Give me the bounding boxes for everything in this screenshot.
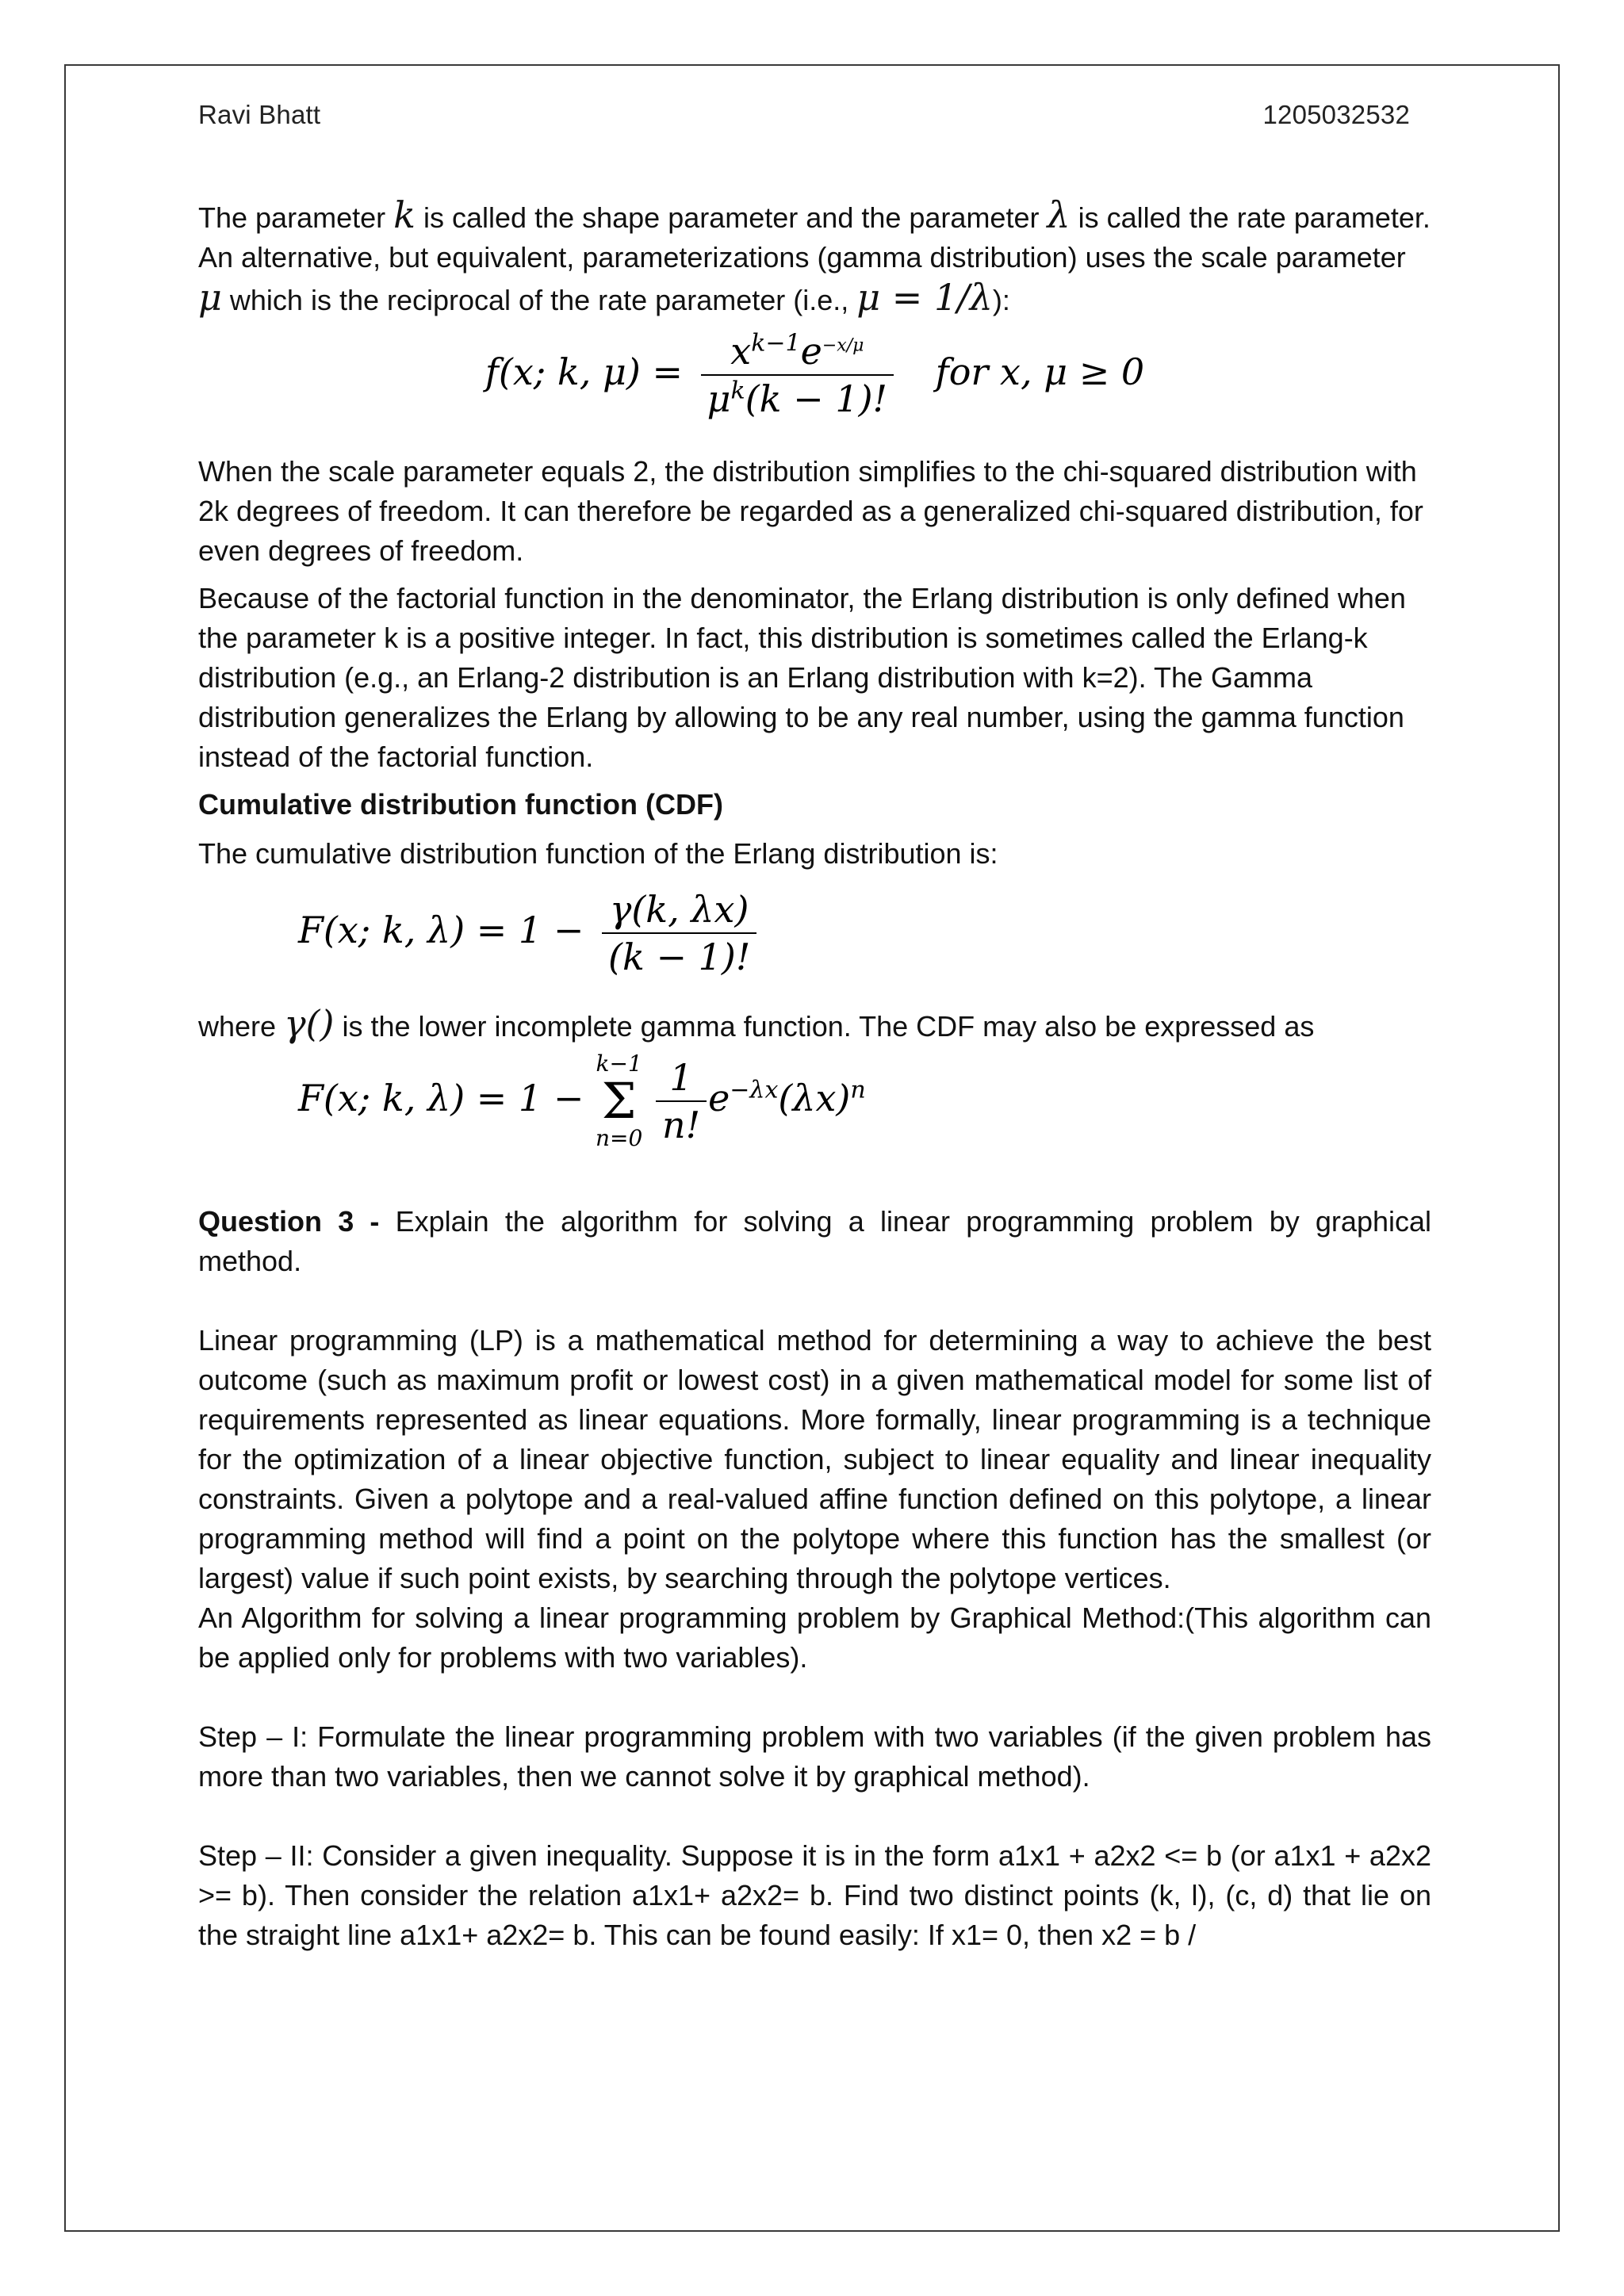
mu-equation: μ = 1/λ [856, 276, 993, 319]
pdf-fraction: $\frac{x^{k-1}e^{-x/\mu}}{\mu^k(k - 1)!}$ [701, 331, 894, 419]
intro-paragraph: The parameter k is called the shape parameter and the parameter λ is called the rate parameter. An alternative, but equivalent, parameterizations (gamma distribution) uses the scale parameter μ which is the reciprocal of the rate parameter (i.e., μ = 1/λ): [198, 193, 1431, 319]
where-paragraph: where γ() is the lower incomplete gamma function. The CDF may also be expressed as [198, 1002, 1315, 1045]
lp-paragraph: Linear programming (LP) is a mathematical method for determining a way to achieve the best outcome (such as maximum profit or lowest cost) in a given mathematical model for some list of requirements represented as linear equations. More formally, linear programming is a technique for the optimization of a linear objective function, subject to linear equality and linear inequality constraints. Given a polytope and a real-valued affine function defined on this polytope, a linear programming method will find a point on the polytope where this function has the smallest (or largest) value if such point exists, by searching through the polytope vertices. [198, 1324, 1431, 1594]
step-1: Step – I: Formulate the linear programming problem with two variables (if the given problem has more than two variables, then we cannot solve it by graphical method). [198, 1720, 1431, 1793]
k-symbol: k [393, 193, 416, 236]
header-author: Ravi Bhatt [198, 100, 321, 129]
algorithm-paragraph: An Algorithm for solving a linear programming problem by Graphical Method:(This algorithm can be applied only for problems with two variables). [198, 1601, 1431, 1674]
pdf-equation: f(x; k, μ) = $\frac{x^{k-1}e^{-x/\mu}}{\mu^k(k - 1)!}$ for x, μ ≥ 0 [485, 329, 1145, 420]
summation: k−1 Σ n=0 [596, 1050, 643, 1151]
cdf-equation-2: F(x; k, λ) = 1 − k−1 Σ n=0 $\frac{1}{n!}$ $e^{-\lambda x}(\lambda x)^n$ [298, 1050, 866, 1151]
cdf-heading: Cumulative distribution function (CDF) [198, 788, 723, 821]
step-2: Step – II: Consider a given inequality. Suppose it is in the form a1x1 + a2x2 <= b (or a1x1 + a2x2 >= b). Then consider the relation a1x1+ a2x2= b. Find two distinct points (k, l), (c, d) that lie on the straight line a1x1+ a2x2= b. This can be found easily: If x1= 0, then x2 = b / [198, 1839, 1431, 1951]
cdf-equation-1: F(x; k, λ) = 1 − $\frac{\gamma(k, \lambda x)}{(k - 1)!}$ [298, 890, 1431, 993]
factorial-paragraph: Because of the factorial function in the denominator, the Erlang distribution is only defined when the parameter k is a positive integer. In fact, this distribution is sometimes called the Erlang-k distribution (e.g., an Erlang-2 distribution is an Erlang distribution with k=2). The Gamma distribution generalizes the Erlang by allowing to be any real number, using the gamma function instead of the factorial function. [198, 582, 1406, 773]
mu-symbol: μ [198, 276, 222, 319]
cdf-intro: The cumulative distribution function of the Erlang distribution is: [198, 837, 998, 870]
document-body [198, 195, 1431, 1955]
header-id: 1205032532 [1262, 100, 1410, 129]
question-3: Question 3 - Explain the algorithm for solving a linear programming problem by graphical method. [198, 1205, 1431, 1277]
lambda-symbol: λ [1047, 193, 1071, 236]
gamma-symbol: γ() [284, 1002, 335, 1045]
scale-paragraph: When the scale parameter equals 2, the distribution simplifies to the chi-squared distribution with 2k degrees of freedom. It can therefore be regarded as a generalized chi-squared distribution, for even degrees of freedom. [198, 455, 1423, 567]
